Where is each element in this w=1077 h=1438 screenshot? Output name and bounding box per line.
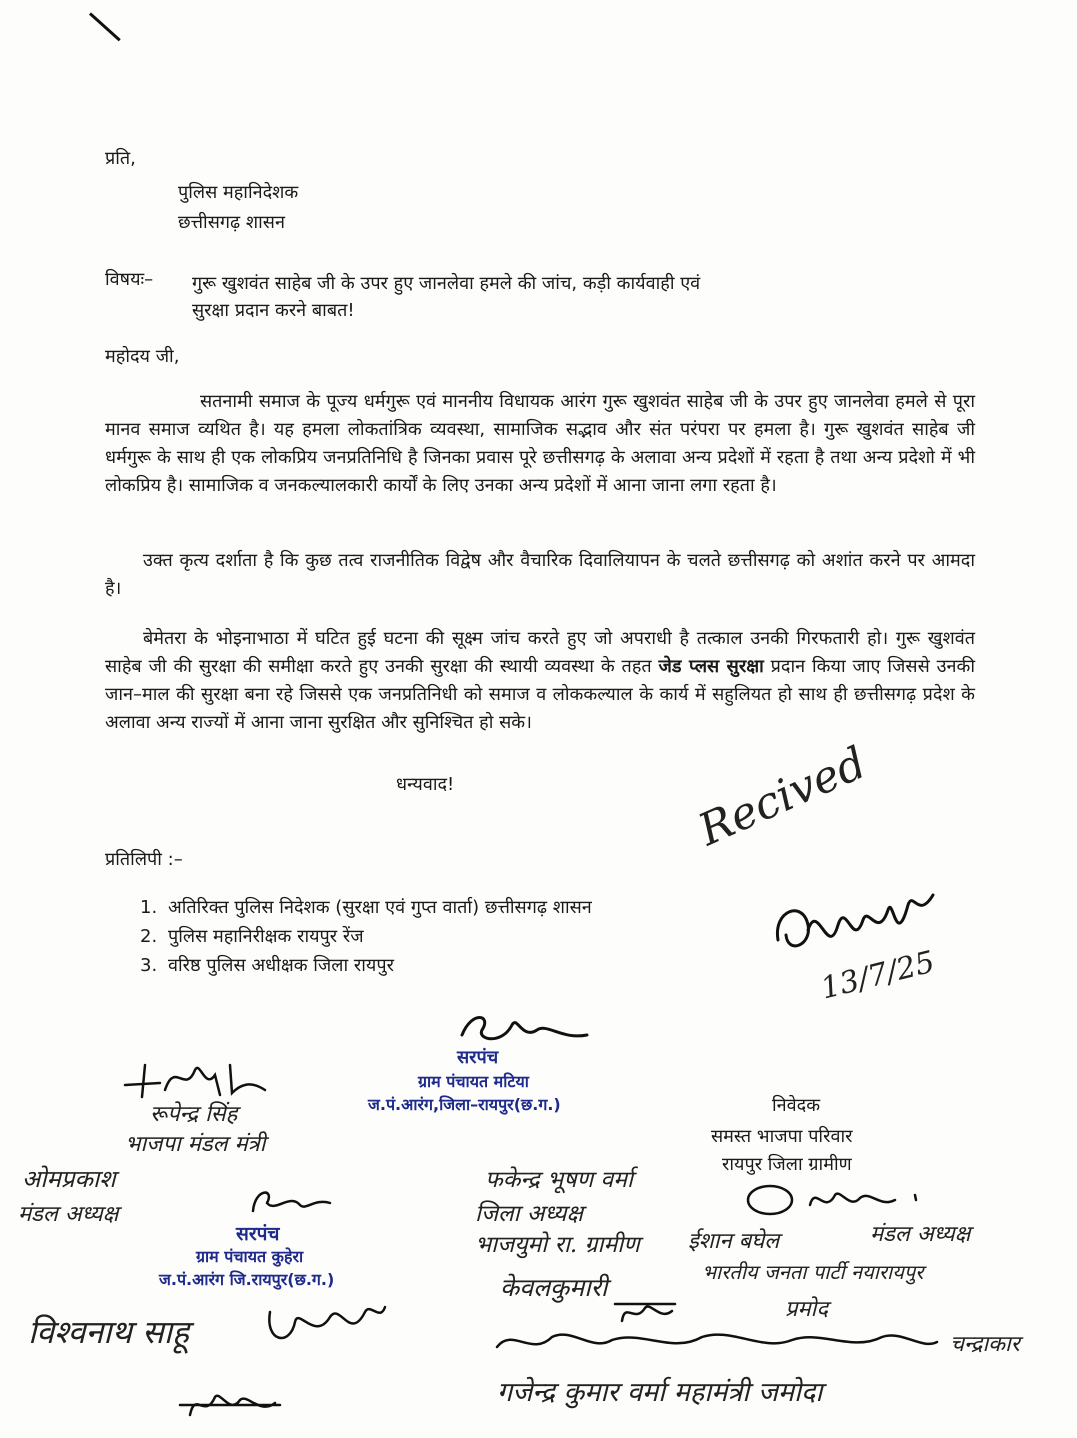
list-item-number: 3. (140, 955, 158, 976)
signer-4-post: जिला अध्यक्ष (475, 1201, 583, 1227)
subject-label: विषयः– (105, 269, 154, 290)
received-date: 13/7/25 (817, 944, 939, 1007)
subject-line-2: सुरक्षा प्रदान करने बाबत! (192, 300, 355, 321)
list-item (140, 951, 592, 980)
signer-3-signature (260, 1292, 390, 1352)
matiya-stamp-line-1: ग्राम पंचायत मटिया (418, 1072, 529, 1091)
list-item-text: अतिरिक्त पुलिस निदेशक (सुरक्षा एवं गुप्त वार्ता) छत्तीसगढ़ शासन (168, 897, 592, 918)
list-item-number: 1. (140, 897, 158, 918)
signer-1-post: भाजपा मंडल मंत्री (125, 1132, 266, 1157)
list-item (140, 922, 592, 951)
pen-mark (89, 12, 121, 41)
subject-line-1: गुरू खुशवंत साहेब जी के उपर हुए जानलेवा हमले की जांच, कड़ी कार्यवाही एवं (192, 273, 701, 294)
signer-5-org: भारतीय जनता पार्टी नयारायपुर (702, 1260, 924, 1284)
bottom-left-signature (175, 1385, 285, 1425)
signer-4-name: फकेन्द्र भूषण वर्मा (485, 1167, 633, 1193)
signer-8-name: प्रमोद (785, 1297, 829, 1322)
list-item-text: पुलिस महानिरीक्षक रायपुर रेंज (168, 926, 364, 947)
salutation: महोदय जी, (105, 346, 180, 367)
signer-5-signature (740, 1180, 940, 1220)
signer-9-signature (492, 1322, 942, 1362)
body-paragraph-3-end: प्रदान किया जाए जिससे उनकी जान–माल की सुरक्षा बना रहे जिससे एक जनप्रतिनिधी को समाज व लोककल्याल के कार्य में सहुलियत हो साथ ही छत्तीसगढ़ प्रदेश के अलावा अन्य राज्यों में आना जाना सुरक्षित और सुनिश्चित हो सके। (105, 656, 975, 733)
recipient-office: छत्तीसगढ़ शासन (178, 212, 285, 233)
kuhera-stamp-line-1: ग्राम पंचायत कुहेरा (196, 1247, 304, 1266)
signer-10-name: गजेन्द्र कुमार वर्मा महामंत्री जमोदा (497, 1377, 823, 1408)
body-paragraph-3-start: बेमेतरा के भोइनाभाठा में घटित हुई घटना की सूक्ष्म जांच करते हुए जो अपराधी है तत्काल उनकी गिरफतारी हो। गुरू खुशवंत साहेब जी की सुरक्षा की समीक्षा करते हुए उनकी सुरक्षा की स्थायी व्यवस्था के तहत (105, 628, 975, 677)
signer-3-name: विश्वनाथ साहू (28, 1313, 190, 1351)
received-note: Recived (691, 737, 874, 856)
body-paragraph-2: उक्त कृत्य दर्शाता है कि कुछ तत्व राजनीतिक विद्वेष और वैचारिक दिवालियापन के चलते छत्तीसगढ़ को अशांत करने पर आमदा है। (105, 550, 975, 599)
copy-label: प्रतिलिपी :– (105, 849, 183, 870)
list-item-number: 2. (140, 926, 158, 947)
left-signature-1 (120, 1055, 270, 1100)
kuhera-stamp-line-2: ज.पं.आरंग जि.रायपुर(छ.ग.) (159, 1270, 335, 1289)
to-label: प्रति, (105, 148, 136, 169)
signer-2-post: मंडल अध्यक्ष (18, 1202, 119, 1227)
kuhera-signature (245, 1183, 345, 1218)
thanks: धन्यवाद! (396, 774, 455, 795)
applicant-label: निवेदक (772, 1095, 821, 1116)
body-paragraph-3 (105, 625, 975, 737)
signer-9-name: चन्द्राकार (950, 1332, 1020, 1357)
copy-list (140, 893, 592, 980)
z-plus-security: जेड प्लस सुरक्षा (658, 656, 764, 677)
list-item (140, 893, 592, 922)
signer-1-name: रूपेन्द्र सिंह (150, 1102, 238, 1127)
matiya-stamp-title: सरपंच (457, 1047, 499, 1068)
applicant-line-1: समस्त भाजपा परिवार (711, 1126, 853, 1147)
recipient-title: पुलिस महानिदेशक (178, 182, 299, 203)
matiya-stamp-line-2: ज.पं.आरंग,जिला–रायपुर(छ.ग.) (368, 1095, 561, 1114)
signer-4-org: भाजयुमो रा. ग्रामीण (475, 1232, 640, 1258)
kuhera-stamp-title: सरपंच (236, 1223, 280, 1245)
signer-5-post: मंडल अध्यक्ष (870, 1222, 971, 1247)
list-item-text: वरिष्ठ पुलिस अधीक्षक जिला रायपुर (168, 955, 394, 976)
signer-6-name: केवलकुमारी (500, 1273, 608, 1302)
applicant-line-2: रायपुर जिला ग्रामीण (722, 1154, 852, 1175)
signer-5-name: ईशान बघेल (688, 1229, 780, 1254)
signer-2-name: ओमप्रकाश (22, 1165, 116, 1193)
body-paragraph-1: सतनामी समाज के पूज्य धर्मगुरू एवं माननीय विधायक आरंग गुरू खुशवंत साहेब जी के उपर हुए जानलेवा हमले से पूरा मानव समाज व्यथित है। यह हमला लोकतांत्रिक व्यवस्था, सामाजिक सद्भाव और संत परंपरा पर हमला है। गुरू खुशवंत साहेब जी धर्मगुरू के साथ ही एक लोकप्रिय जनप्रतिनिधि है जिनका प्रवास पूरे छत्तीसगढ़ के अलावा अन्य प्रदेशों में रहता है तथा अन्य प्रदेशो में भी लोकप्रिय है। सामाजिक व जनकल्यालकारी कार्यों के लिए उनका अन्य प्रदेशों में आना जाना लगा रहता है। (105, 391, 975, 496)
